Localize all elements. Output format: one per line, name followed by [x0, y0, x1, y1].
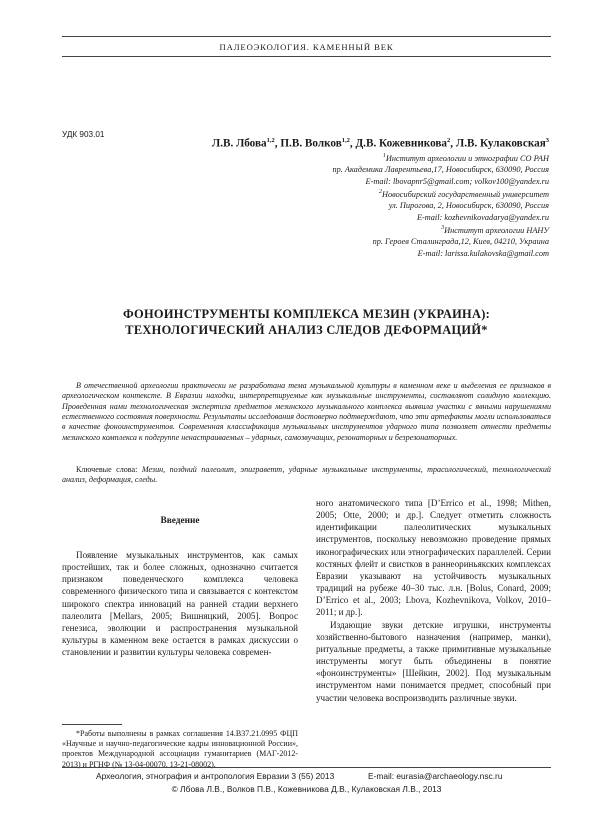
affiliation-line [332, 236, 549, 247]
body-paragraph: Появление музыкальных инструментов, как самых простейших, так и более сложных, однозначно считается признаком поведенческого комплекса человека современного физического типа и связывается с контекстом широкого спектра инноваций на ранней стадии верхнего палеолита [Mellars, 2005; Вишняцкий, 2005]. Вопрос генезиса, эволюции и распространения музыкальной культуры в каменном веке остается в рамках дискуссии о становлении и развитии культуры человека современ- [62, 550, 298, 658]
author-name: Л.В. Лбова [211, 137, 267, 150]
udk-code: УДК 903.01 [62, 130, 105, 139]
author-list [212, 137, 549, 150]
author-separator: , [274, 137, 281, 150]
article-title [62, 306, 551, 338]
affil-mark: 1 [382, 153, 386, 159]
affil-mark: 2 [379, 188, 383, 195]
keywords-label: Ключевые слова: [76, 465, 142, 474]
author-separator: , [349, 137, 356, 150]
body-column-left [62, 549, 298, 658]
affiliation-line [332, 187, 549, 200]
author-separator: , [450, 137, 456, 150]
affil-email: E-mail: lbovapnr5@gmail.com; volkov100@yandex.ru [365, 176, 549, 186]
body-paragraph: ного анатомического типа [D’Errico et al., 1998; Mithen, 2005; Otte, 2000; и др.]. Следует отметить сложность идентификации палеолитических музыкальных инструментов, поскольку невозможно проведение прямых иконографических или этнографических параллелей. Серии костяных флейт и свистков в раннеориньякских комплексах Евразии указывают на устойчивость музыкальных традиций на рубеже 40–30 тыс. л.н. [Bolus, Conard, 2009; D’Errico et al., 2003; Lbova, Kozhevnikova, Volkov, 2010–2011; и др.]. [316, 498, 551, 618]
affiliations [332, 151, 549, 259]
author-name: П.В. Волков [280, 137, 342, 150]
journal-citation: Археология, этнография и антропология Евразии 3 (55) 2013 [96, 771, 335, 781]
title-line: ТЕХНОЛОГИЧЕСКИЙ АНАЛИЗ СЛЕДОВ ДЕФОРМАЦИЙ* [125, 323, 488, 337]
author-affil-mark: 3 [545, 137, 549, 144]
copyright: © Лбова Л.В., Волков П.В., Кожевникова Д.В., Кулаковская Л.В., 2013 [171, 784, 442, 794]
footer-rule [62, 767, 551, 768]
abstract-text: В отечественной археологии практически не разработана тема музыкальной культуры в каменном веке и выделения ее признаков в археологическом контексте. В Евразии находки, интерпретируемые как музыкальные инструменты, составляют солидную коллекцию. Проведенная нами технологическая экспертиза предметов мезинского музыкального комплекса выявила участки с явными нарушениями естественного состояния поверхности. Результаты исследования достоверно подтверждают, что эти артефакты могли использоваться в качестве фоноинструментов. Современная классификация музыкальных инструментов ударного типа позволяет отнести предметы мезинского комплекса к подгруппе ненастраиваемых – ударных, самозвучащих, резонаторных и безрезонаторных. [62, 381, 551, 442]
affil-mark: 3 [441, 224, 445, 231]
affil-text: ул. Пирогова, 2, Новосибирск, 630090, Россия [388, 201, 549, 211]
author-affil-mark: 1,2 [341, 137, 350, 144]
affiliation-line [332, 248, 549, 259]
affiliation-line [332, 223, 549, 236]
author-affil-mark: 1,2 [266, 137, 275, 144]
affiliation-line [332, 212, 549, 223]
author-affil-mark: 2 [447, 137, 451, 144]
affiliation-line [332, 151, 549, 164]
affil-email: E-mail: larissa.kulakovska@gmail.com [417, 248, 549, 258]
header-rule-top [62, 36, 551, 37]
body-column-right [316, 497, 551, 704]
affiliation-line [332, 200, 549, 211]
footnote: *Работы выполнены в рамках соглашения 14.B37.21.0995 ФЦП «Научные и научно-педагогические кадры инновационной России», проектов Международной ассоциации гуманитариев (МАГ-2012-2013) и РГНФ (№ 13-04-00070, 13-21-08002). [62, 729, 298, 769]
journal-email: E-mail: eurasia@archaeology.nsc.ru [368, 771, 503, 781]
abstract [62, 381, 551, 443]
section-heading: Введение [160, 516, 200, 526]
header-rule-bottom [62, 56, 551, 57]
author-name: Л.В. Кулаковская [455, 137, 546, 150]
keywords [62, 465, 551, 486]
affil-text: пр. Академика Лаврентьева,17, Новосибирск, 630090, Россия [332, 165, 549, 175]
affiliation-line [332, 176, 549, 187]
affil-email: E-mail: kozhevnikovadarya@yandex.ru [416, 212, 549, 222]
affil-text: Институт археологии НАНУ [444, 225, 549, 235]
section-header: ПАЛЕОЭКОЛОГИЯ. КАМЕННЫЙ ВЕК [219, 42, 394, 52]
title-line: ФОНОИНСТРУМЕНТЫ КОМПЛЕКСА МЕЗИН (УКРАИНА): [122, 307, 491, 321]
affiliation-line [332, 164, 549, 175]
affil-text: Новосибирский государственный университет [382, 189, 549, 199]
footnote-rule [62, 724, 122, 725]
keywords-text: Мезин, поздний палеолит, эпиграветт, ударные музыкальные инструменты, трасологический, технологический анализ, деформация, следы. [62, 465, 551, 485]
affil-text: Институт археологии и этнографии СО РАН [385, 153, 549, 163]
author-name: Д.В. Кожевникова [355, 137, 448, 150]
affil-text: пр. Героев Сталинграда,12, Киев, 04210, Украина [372, 237, 549, 247]
body-paragraph: Издающие звуки детские игрушки, инструменты хозяйственно-бытового назначения (например, манки), ритуальные предметы, а также примитивные музыкальные инструменты могут быть объединены в понятие «фоноинструменты» [Шейкин, 2002]. Под музыкальным инструментом нами понимается предмет, способный при участии человека воспроизводить различные звуки. [316, 619, 551, 703]
